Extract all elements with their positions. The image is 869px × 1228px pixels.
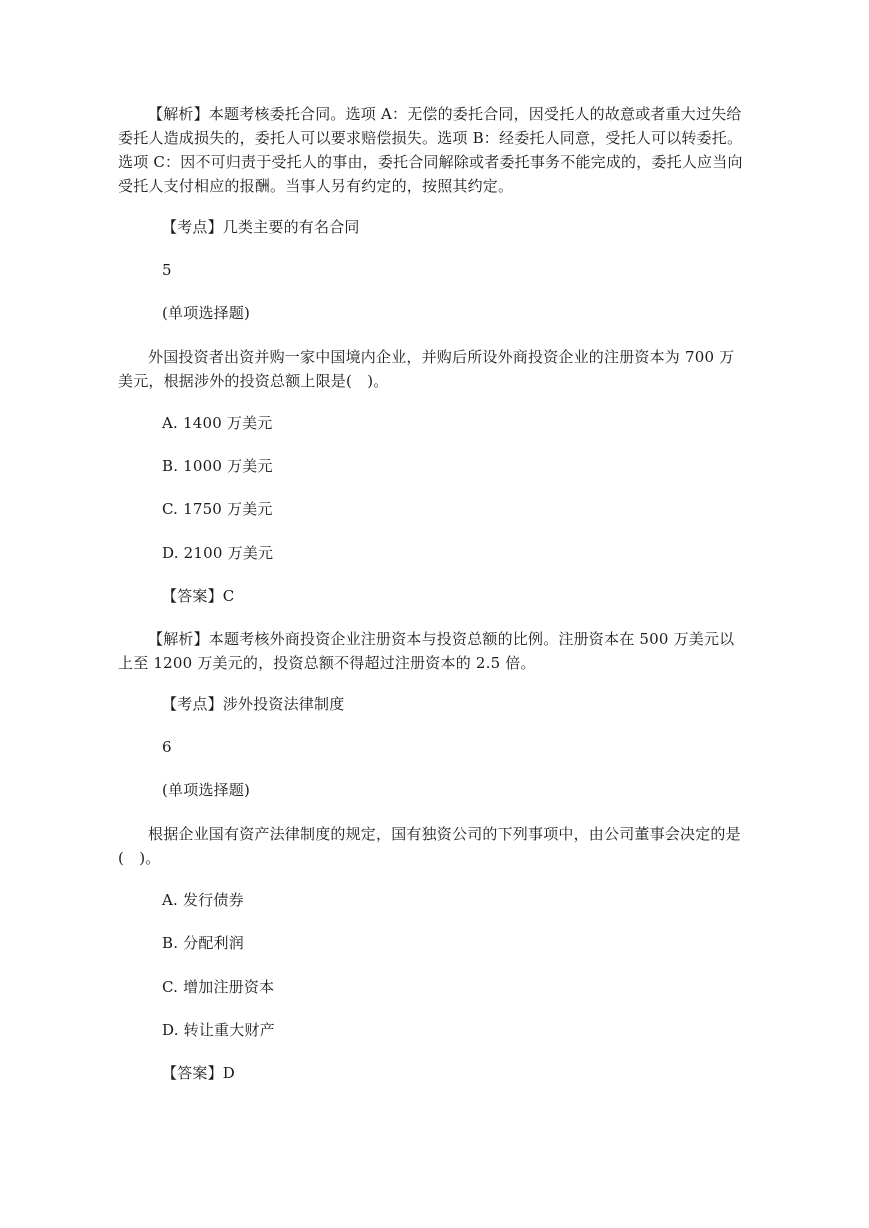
- question-stem: 外国投资者出资并购一家中国境内企业，并购后所设外商投资企业的注册资本为 700 万美元，根据涉外的投资总额上限是( )。: [118, 348, 735, 390]
- option-b: B. 1000 万美元: [162, 457, 273, 475]
- analysis-paragraph: 【解析】本题考核外商投资企业注册资本与投资总额的比例。注册资本在 500 万美元以上至 1200 万美元的，投资总额不得超过注册资本的 2.5 倍。: [118, 630, 735, 672]
- question-type: (单项选择题): [162, 304, 251, 322]
- option-c: C. 1750 万美元: [162, 500, 273, 518]
- question-number: 5: [162, 261, 172, 279]
- question-number: 6: [162, 738, 172, 756]
- key-point-label: 【考点】几类主要的有名合同: [162, 218, 360, 236]
- answer-label: 【答案】C: [162, 587, 235, 605]
- option-b: B. 分配利润: [162, 934, 244, 952]
- answer-label: 【答案】D: [162, 1064, 236, 1082]
- option-d: D. 转让重大财产: [162, 1021, 275, 1039]
- question-type: (单项选择题): [162, 781, 251, 799]
- key-point-label: 【考点】涉外投资法律制度: [162, 695, 345, 713]
- option-a: A. 1400 万美元: [162, 414, 273, 432]
- option-a: A. 发行债券: [162, 891, 244, 909]
- option-d: D. 2100 万美元: [162, 544, 274, 562]
- question-stem: 根据企业国有资产法律制度的规定，国有独资公司的下列事项中，由公司董事会决定的是( )。: [118, 825, 741, 867]
- analysis-paragraph: 【解析】本题考核委托合同。选项 A：无偿的委托合同，因受托人的故意或者重大过失给委托人造成损失的，委托人可以要求赔偿损失。选项 B：经委托人同意，受托人可以转委托。选项 C：因不可归责于受托人的事由，委托合同解除或者委托事务不能完成的，委托人应当向受托人支付相应的报酬。当事人另有约定的，按照其约定。: [118, 105, 743, 195]
- option-c: C. 增加注册资本: [162, 978, 275, 996]
